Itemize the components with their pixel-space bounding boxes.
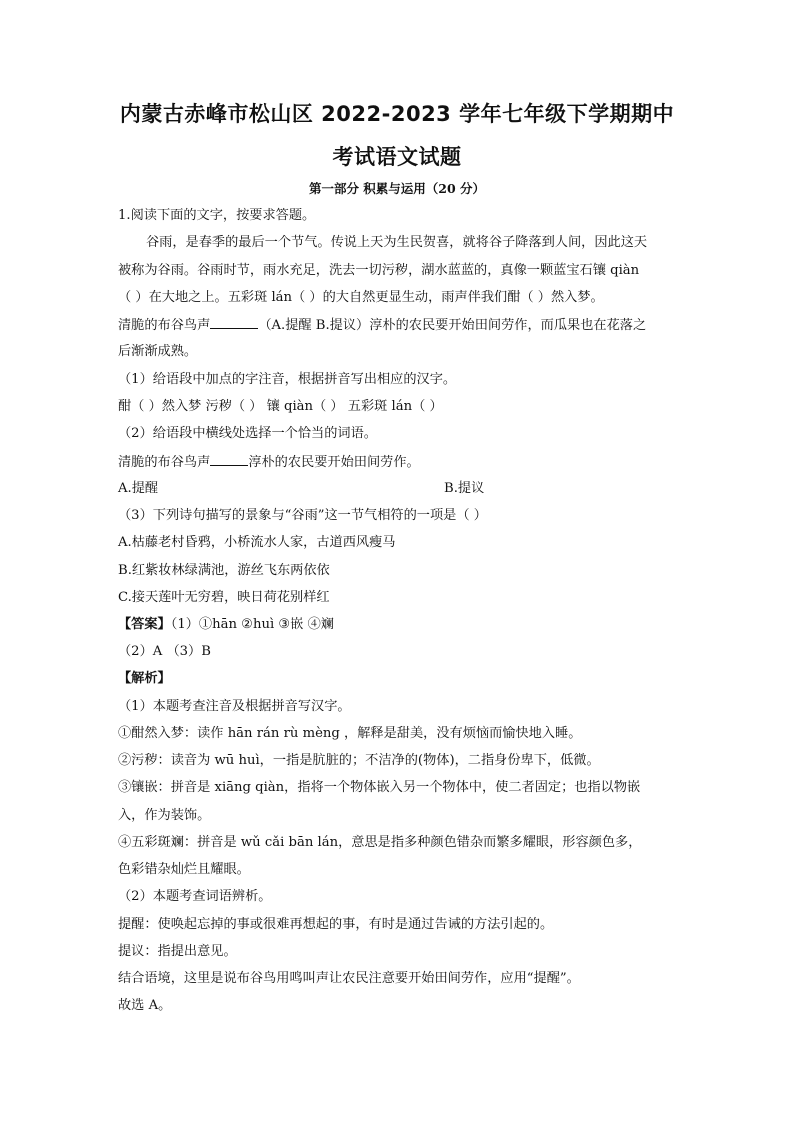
analysis-line-8: （2）本题考查词语辨析。 xyxy=(118,889,272,904)
document-title-line-1: 内蒙古赤峰市松山区 2022-2023 学年七年级下学期期中 xyxy=(119,102,675,126)
analysis-line-5: 入，作为装饰。 xyxy=(118,808,211,823)
sub-question-2-sentence xyxy=(118,453,420,472)
fill-in-blank xyxy=(210,316,258,329)
answer-line-2: （2）A （3）B xyxy=(118,644,211,659)
passage-line-4-start: 清脆的布谷鸟声 xyxy=(118,318,211,333)
sub-question-2-prompt: （2）给语段中横线处选择一个恰当的词语。 xyxy=(118,426,377,441)
passage-line-2: 被称为谷雨。谷雨时节，雨水充足，洗去一切污秽，湖水蓝蓝的，真像一颗蓝宝石镶 qiàn xyxy=(118,263,640,278)
passage-line-5: 后渐渐成熟。 xyxy=(118,344,198,359)
analysis-line-12: 故选 A。 xyxy=(118,998,172,1013)
option-a: A.提醒 xyxy=(118,481,159,496)
passage-line-4 xyxy=(118,316,646,335)
document-title-line-2: 考试语文试题 xyxy=(332,145,462,169)
analysis-line-4: ③镶嵌：拼音是 xiāng qiàn，指将一个物体嵌入另一个物体中，使二者固定；也指以物嵌 xyxy=(118,780,641,795)
answer-text-1: （1）①hān ②huì ③嵌 ④斓 xyxy=(170,617,334,632)
analysis-line-6: ④五彩斑斓：拼音是 wǔ cǎi bān lán，意思是指多种颜色错杂而繁多耀眼，形容颜色多， xyxy=(118,835,642,850)
analysis-line-10: 提议：指提出意见。 xyxy=(118,944,237,959)
passage-line-1: 谷雨，是春季的最后一个节气。传说上天为生民贺喜，就将谷子降落到人间，因此这天 xyxy=(146,235,648,250)
sub-question-1-blanks: 酣（ ）然入梦 污秽（ ） 镶 qiàn（ ） 五彩斑 lán（ ） xyxy=(118,399,443,414)
sub-question-3-option-b: B.红紫妆林绿满池，游丝飞东两依依 xyxy=(118,563,330,578)
section-heading: 第一部分 积累与运用（20 分） xyxy=(308,181,486,196)
sub-question-3-option-c: C.接天莲叶无穷碧，映日荷花别样红 xyxy=(118,590,330,605)
question-1-prompt: 1.阅读下面的文字，按要求答题。 xyxy=(118,208,316,223)
analysis-line-1: （1）本题考查注音及根据拼音写汉字。 xyxy=(118,699,351,714)
analysis-line-11: 结合语境，这里是说布谷鸟用鸣叫声让农民注意要开始田间劳作，应用“提醒”。 xyxy=(118,971,580,986)
answer-label: 【答案】 xyxy=(118,617,171,632)
sub-question-1-prompt: （1）给语段中加点的字注音，根据拼音写出相应的汉字。 xyxy=(118,372,457,387)
sub-question-3-prompt: （3）下列诗句描写的景象与“谷雨”这一节气相符的一项是（ ） xyxy=(118,508,487,523)
fill-in-blank xyxy=(210,453,248,466)
option-b: B.提议 xyxy=(444,481,485,496)
analysis-line-2: ①酣然入梦：读作 hān rán rù mèng ，解释是甜美，没有烦恼而愉快地入睡。 xyxy=(118,726,582,741)
sub-question-3-option-a: A.枯藤老村昏鸦，小桥流水人家，古道西风瘦马 xyxy=(118,535,396,550)
passage-line-4-end: （A.提醒 B.提议）淳朴的农民要开始田间劳作，而瓜果也在花落之 xyxy=(258,318,647,333)
analysis-label: 【解析】 xyxy=(118,671,171,686)
analysis-line-9: 提醒：使唤起忘掉的事或很难再想起的事，有时是通过告诫的方法引起的。 xyxy=(118,917,554,932)
answer-line-1 xyxy=(118,616,334,634)
sub-question-2-sentence-start: 清脆的布谷鸟声 xyxy=(118,455,211,470)
sub-question-2-sentence-end: 淳朴的农民要开始田间劳作。 xyxy=(248,455,420,470)
passage-line-3: （ ）在大地之上。五彩斑 lán（ ）的大自然更显生动，雨声伴我们酣（ ）然入梦。 xyxy=(118,290,604,305)
analysis-line-7: 色彩错杂灿烂且耀眼。 xyxy=(118,862,250,877)
analysis-line-3: ②污秽：读音为 wū huì，一指是肮脏的；不洁净的(物体)，二指身份卑下，低微。 xyxy=(118,753,600,768)
